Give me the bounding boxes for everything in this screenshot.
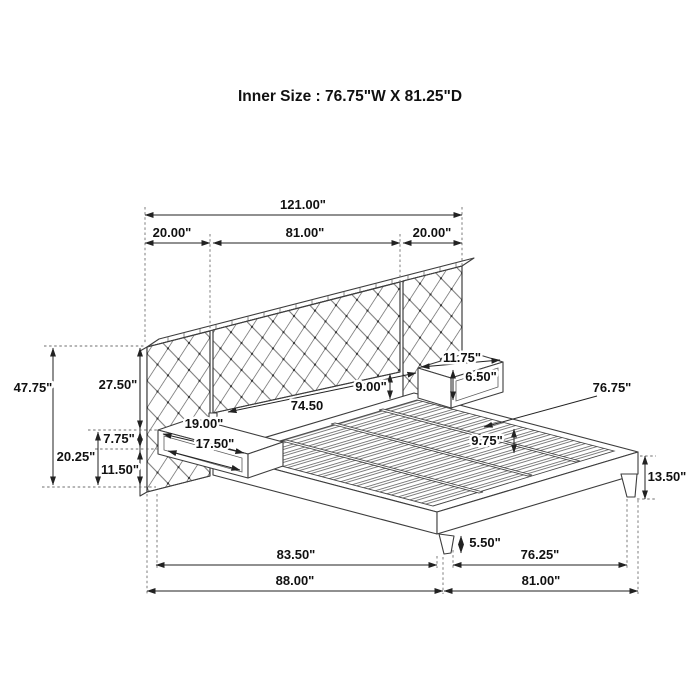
- dim-overall-left-label: 88.00": [275, 573, 315, 588]
- front-leg: [439, 534, 454, 554]
- extension-lines: [42, 207, 656, 594]
- dim-rail-length-label: 74.50: [290, 398, 324, 413]
- left-side-panel-tufting: [147, 331, 210, 492]
- left-panel-side-face: [140, 347, 147, 496]
- dim-platform-right-label: 76.25": [520, 547, 560, 562]
- dim-under-shelf-label: 11.50": [101, 462, 139, 477]
- dim-right-shelf-height-label: 6.50": [465, 369, 497, 384]
- dim-leg-height-label: 5.50": [469, 535, 501, 550]
- dim-left-panel-label: 20.00": [152, 225, 192, 240]
- right-leg: [621, 474, 637, 497]
- dim-total-height-label: 47.75": [13, 380, 53, 395]
- dim-right-shelf-depth-label: 11.75": [443, 350, 481, 365]
- dim-slat-spacing-label: 9.75": [471, 433, 503, 448]
- dim-inner-width-label: 76.75": [592, 380, 632, 395]
- dim-right-panel-label: 20.00": [412, 225, 452, 240]
- dim-headboard-label: 81.00": [285, 225, 325, 240]
- dim-shelf-to-floor-label: 20.25": [56, 449, 96, 464]
- dim-overall-width-label: 121.00": [280, 197, 326, 212]
- dim-headboard-gap-label: 9.00": [355, 379, 387, 394]
- platform-group: [213, 393, 638, 554]
- page-title: Inner Size : 76.75"W X 81.25"D: [237, 88, 463, 105]
- dim-overall-right-label: 81.00": [521, 573, 561, 588]
- dim-inner-width-leader: [484, 396, 597, 427]
- dim-shelf-height-label: 7.75": [103, 431, 135, 446]
- dim-left-shelf-inner-label: 17.50": [195, 436, 235, 451]
- dim-platform-height-label: 13.50": [647, 469, 687, 484]
- dim-platform-left-label: 83.50": [276, 547, 316, 562]
- dim-headboard-height-label: 27.50": [98, 377, 138, 392]
- dim-left-shelf-depth-label: 19.00": [184, 416, 224, 431]
